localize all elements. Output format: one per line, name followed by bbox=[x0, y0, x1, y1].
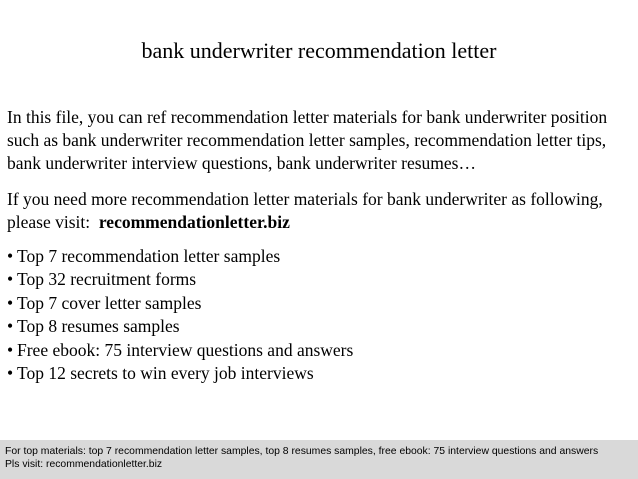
list-item-text: Top 8 resumes samples bbox=[17, 316, 180, 337]
list-item bbox=[7, 245, 632, 268]
list-item-text: Free ebook: 75 interview questions and answers bbox=[17, 339, 354, 360]
visit-paragraph bbox=[7, 188, 632, 234]
footer-line-1: For top materials: top 7 recommendation letter samples, top 8 resumes samples, free ebook: 75 interview questions and answers bbox=[5, 446, 599, 457]
intro-line-1: In this file, you can ref recommendation letter materials for bank underwriter position bbox=[7, 107, 608, 127]
intro-line-2: such as bank underwriter recommendation letter samples, recommendation letter tips, bbox=[7, 130, 607, 150]
list-item-text: Top 12 secrets to win every job interviews bbox=[17, 363, 314, 384]
footer-bar bbox=[0, 440, 638, 479]
bullet-list bbox=[7, 245, 632, 385]
website-link[interactable]: recommendationletter.biz bbox=[98, 212, 290, 232]
intro-paragraph bbox=[7, 106, 632, 175]
slide-title: bank underwriter recommendation letter bbox=[141, 38, 497, 63]
bullet-icon: • bbox=[7, 292, 14, 313]
list-item-text: Top 32 recruitment forms bbox=[17, 269, 197, 290]
visit-line-1: If you need more recommendation letter materials for bank underwriter as following, bbox=[7, 189, 603, 209]
list-item bbox=[7, 292, 632, 315]
bullet-icon: • bbox=[7, 339, 14, 360]
bullet-icon: • bbox=[7, 316, 14, 337]
intro-line-3: bank underwriter interview questions, bank underwriter resumes… bbox=[7, 153, 476, 173]
list-item bbox=[7, 362, 632, 385]
footer-line-2: Pls visit: recommendationletter.biz bbox=[5, 458, 163, 470]
visit-line-2 bbox=[7, 211, 632, 234]
list-item bbox=[7, 315, 632, 338]
bullet-icon: • bbox=[7, 363, 14, 384]
list-item bbox=[7, 339, 632, 362]
bullet-icon: • bbox=[7, 246, 14, 266]
list-item bbox=[7, 268, 632, 291]
visit-prefix: please visit: bbox=[7, 212, 91, 232]
bullet-icon: • bbox=[7, 269, 14, 290]
list-item-text: Top 7 recommendation letter samples bbox=[17, 246, 281, 266]
list-item-text: Top 7 cover letter samples bbox=[17, 292, 202, 313]
